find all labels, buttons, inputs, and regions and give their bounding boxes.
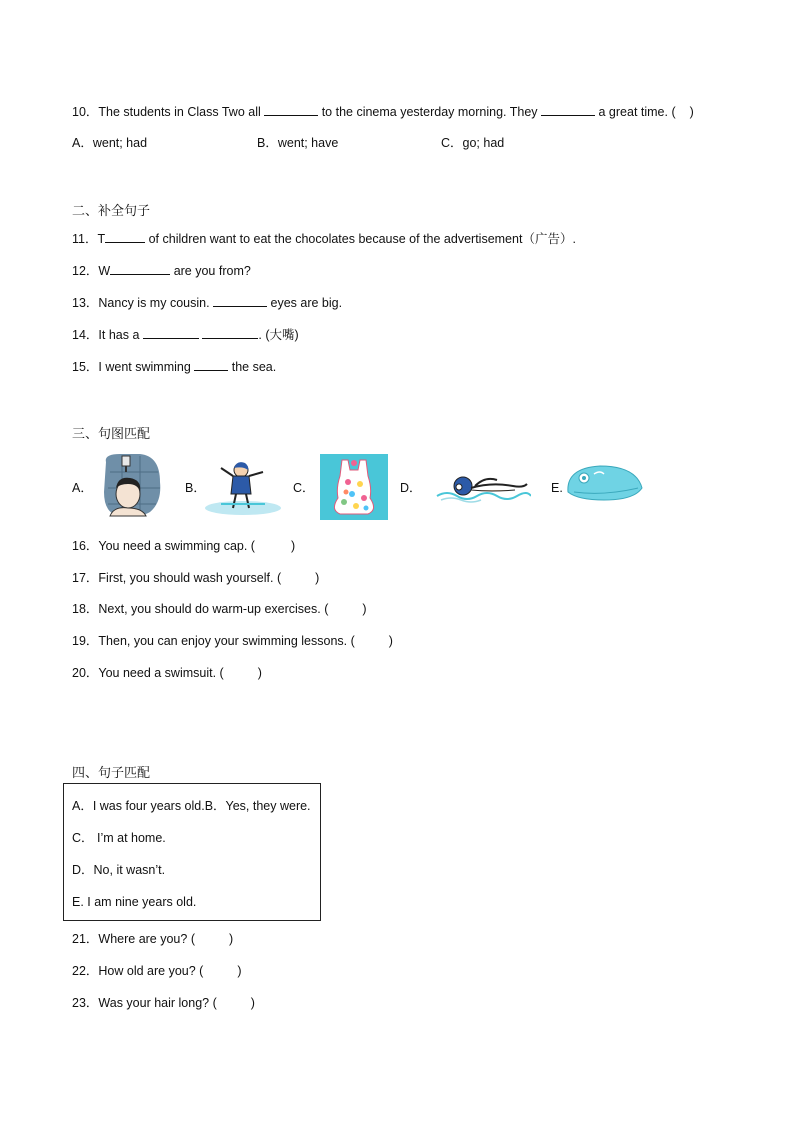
option-b[interactable]: B．went; have xyxy=(257,136,339,150)
picture-label-a: A． xyxy=(72,481,93,495)
question-16: 16．You need a swimming cap. ( ) xyxy=(72,539,296,553)
swimming-cap-picture xyxy=(564,462,644,504)
answer-blank[interactable] xyxy=(143,326,199,339)
question-22: 22．How old are you? ( ) xyxy=(72,964,242,978)
question-18: 18．Next, you should do warm-up exercises. ( ) xyxy=(72,602,367,616)
question-14: 14．It has a . (大嘴) xyxy=(72,328,299,342)
picture-label-b: B． xyxy=(185,481,206,495)
section-2-heading: 二、补全句子 xyxy=(72,203,151,218)
box-option-line-2: C． I’m at home. xyxy=(72,831,166,845)
picture-label-d: D． xyxy=(400,481,422,495)
question-19: 19．Then, you can enjoy your swimming lessons. ( ) xyxy=(72,634,393,648)
answer-blank[interactable] xyxy=(110,262,170,275)
picture-label-c: C． xyxy=(293,481,315,495)
question-13: 13．Nancy is my cousin. eyes are big. xyxy=(72,296,343,310)
picture-label-e: E. xyxy=(551,481,563,495)
answer-blank[interactable] xyxy=(194,358,228,371)
question-21: 21．Where are you? ( ) xyxy=(72,932,234,946)
question-20: 20．You need a swimsuit. ( ) xyxy=(72,666,262,680)
box-option-line-1: A．I was four years old.B．Yes, they were. xyxy=(72,799,311,813)
swimsuit-picture xyxy=(320,454,388,520)
question-12: 12．W are you from? xyxy=(72,264,251,278)
section-4-heading: 四、句子匹配 xyxy=(72,765,151,780)
box-option-line-4: E. I am nine years old. xyxy=(72,895,197,909)
question-11: 11．T of children want to eat the chocolates because of the advertisement（广告）. xyxy=(72,232,576,246)
shower-picture xyxy=(100,452,164,518)
option-c[interactable]: C．go; had xyxy=(441,136,505,150)
question-17: 17．First, you should wash yourself. ( ) xyxy=(72,571,320,585)
question-10: 10．The students in Class Two all to the cinema yesterday morning. They a great time. ( ) xyxy=(72,105,694,119)
section-3-heading: 三、句图匹配 xyxy=(72,426,151,441)
swimming-person-picture xyxy=(435,470,531,504)
answer-blank[interactable] xyxy=(213,294,267,307)
answer-blank[interactable] xyxy=(264,103,318,116)
answer-blank[interactable] xyxy=(541,103,595,116)
option-a[interactable]: A．went; had xyxy=(72,136,148,150)
question-15: 15．I went swimming the sea. xyxy=(72,360,277,374)
answer-blank[interactable] xyxy=(202,326,258,339)
question-23: 23．Was your hair long? ( ) xyxy=(72,996,255,1010)
answer-blank[interactable] xyxy=(105,230,145,243)
warm-up-exercise-picture xyxy=(203,458,281,516)
box-option-line-3: D．No, it wasn’t. xyxy=(72,863,166,877)
